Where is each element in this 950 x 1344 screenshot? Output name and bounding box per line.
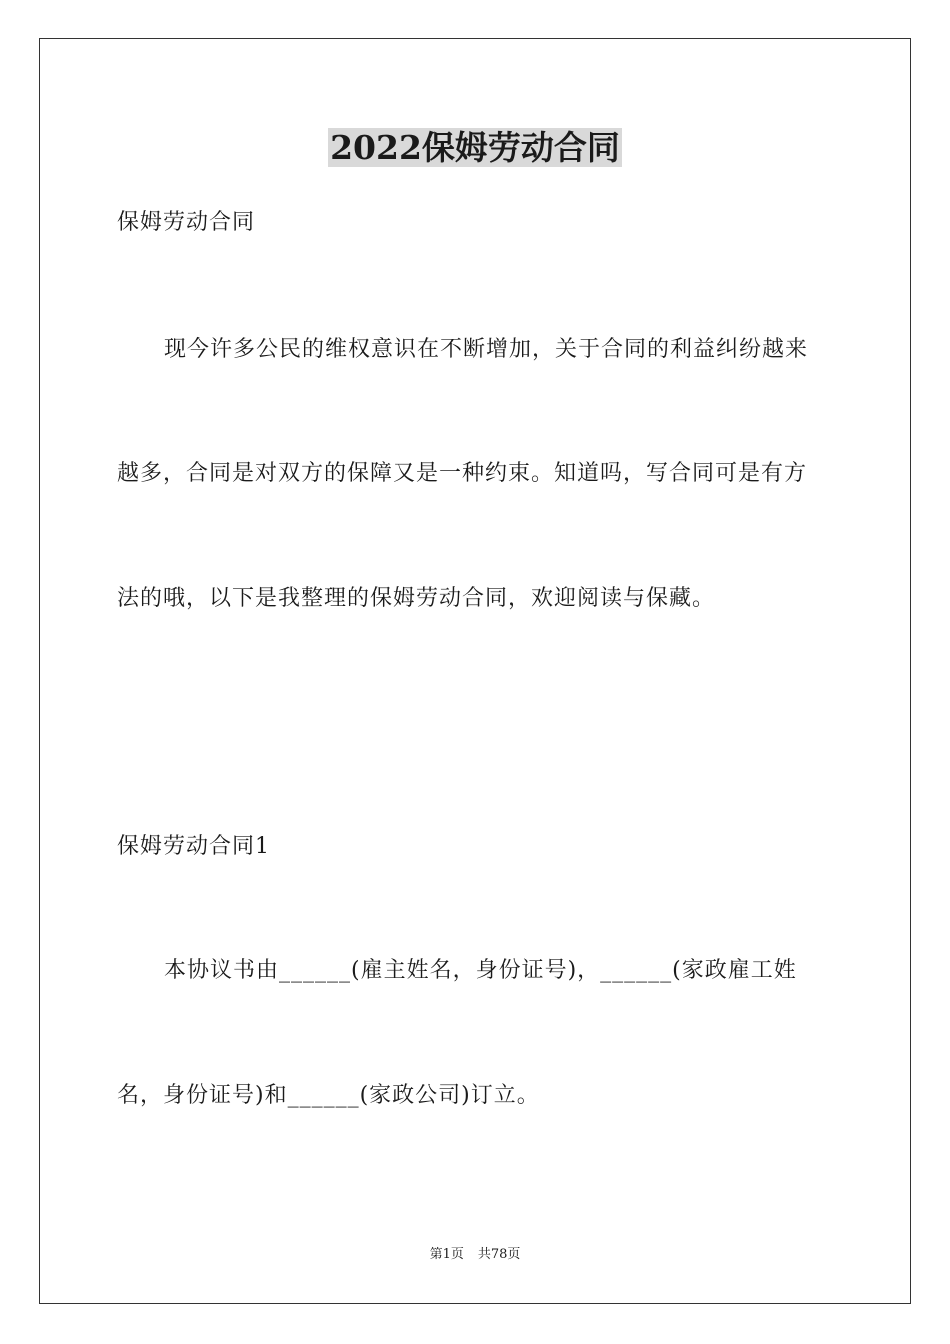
title-text: 2022保姆劳动合同: [330, 128, 620, 167]
page-total: 共78页: [477, 1247, 521, 1262]
intro-line-3: 法的哦，以下是我整理的保姆劳动合同，欢迎阅读与保藏。: [117, 586, 716, 611]
intro-line-1: 现今许多公民的维权意识在不断增加，关于合同的利益纠纷越来: [164, 337, 809, 362]
section-heading: 保姆劳动合同1: [117, 834, 270, 859]
intro-line-2: 越多，合同是对双方的保障又是一种约束。知道吗，写合同可是有方: [117, 461, 808, 486]
subtitle: 保姆劳动合同: [117, 210, 256, 235]
body-line-2: 名，身份证号)和______(家政公司)订立。: [117, 1083, 540, 1108]
page-footer: [0, 1246, 950, 1264]
document-title: [0, 125, 950, 171]
page-number: 第1页: [429, 1247, 464, 1262]
body-line-1: 本协议书由______(雇主姓名，身份证号)，______(家政雇工姓: [164, 958, 797, 983]
